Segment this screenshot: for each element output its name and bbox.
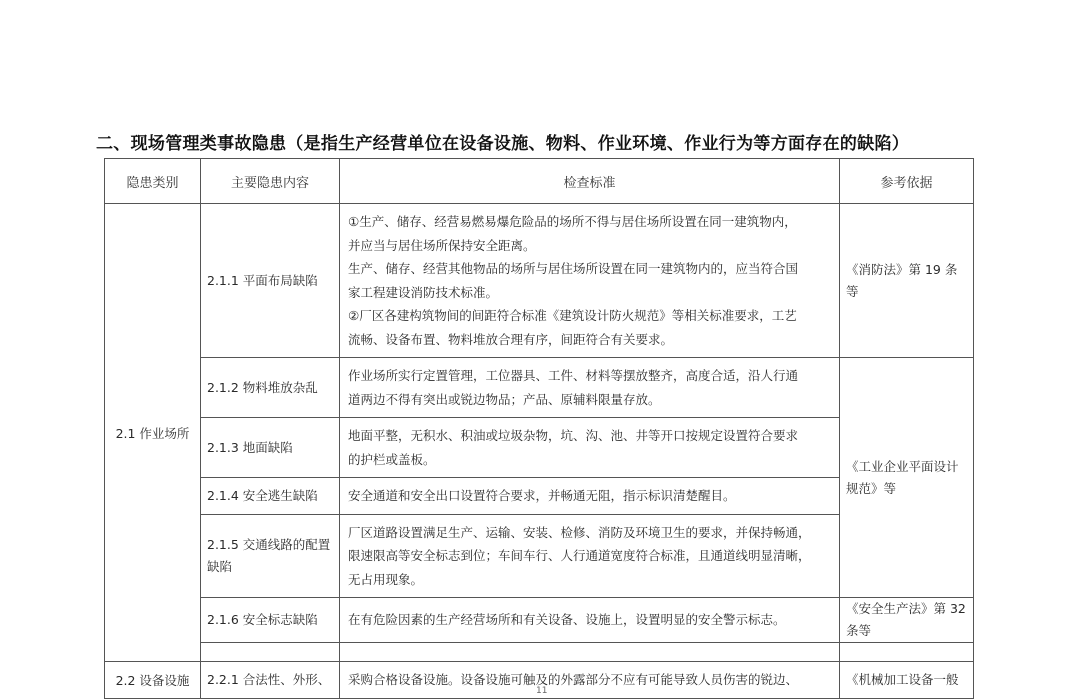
header-content: 主要隐患内容 (201, 159, 340, 204)
table-row (105, 598, 974, 643)
standard-cell (340, 598, 840, 643)
category-cell: 2.1 作业场所 (105, 204, 201, 662)
standard-line: ②厂区各建构筑物间的间距符合标准《建筑设计防火规范》等相关标准要求，工艺 (348, 308, 797, 323)
section-heading: 二、现场管理类事故隐患（是指生产经营单位在设备设施、物料、作业环境、作业行为等方面存在的缺陷） (96, 134, 910, 154)
category-cell: 2.2 设备设施 (105, 662, 201, 699)
standard-line: ①生产、储存、经营易燃易爆危险品的场所不得与居住场所设置在同一建筑物内， (348, 214, 797, 229)
standard-line: 流畅、设备布置、物料堆放合理有序，间距符合有关要求。 (348, 331, 674, 347)
standard-line: 采购合格设备设施。设备设施可触及的外露部分不应有可能导致人员伤害的锐边、 (348, 672, 799, 687)
standard-line: 家工程建设消防技术标准。 (348, 284, 499, 300)
hazard-table (104, 158, 974, 699)
item-cell: 2.1.2 物料堆放杂乱 (201, 358, 340, 418)
standard-line: 在有危险因素的生产经营场所和有关设备、设施上，设置明显的安全警示标志。 (348, 612, 786, 628)
standard-cell (340, 204, 840, 358)
page-number: 11 (536, 686, 548, 696)
reference-cell: 《安全生产法》第 32 条等 (840, 598, 974, 643)
standard-cell (340, 662, 840, 699)
standard-cell (340, 514, 840, 598)
item-cell: 2.1.4 安全逃生缺陷 (201, 478, 340, 515)
standard-line: 生产、储存、经营其他物品的场所与居住场所设置在同一建筑物内的，应当符合国 (348, 261, 799, 276)
standard-line: 地面平整，无积水、积油或垃圾杂物，坑、沟、池、井等开口按规定设置符合要求 (348, 428, 799, 443)
item-cell: 2.1.3 地面缺陷 (201, 418, 340, 478)
item-cell: 2.2.1 合法性、外形、 (201, 662, 340, 699)
standard-line: 并应当与居住场所保持安全距离。 (348, 237, 536, 253)
item-cell: 2.1.5 交通线路的配置缺陷 (201, 514, 340, 598)
standard-cell (340, 358, 840, 418)
table-row (105, 358, 974, 418)
table-row (105, 204, 974, 358)
standard-line: 安全通道和安全出口设置符合要求，并畅通无阻，指示标识清楚醒目。 (348, 488, 736, 503)
empty-cell (840, 643, 974, 662)
standard-line: 道两边不得有突出或锐边物品；产品、原辅料限量存放。 (348, 391, 661, 407)
standard-line: 厂区道路设置满足生产、运输、安装、检修、消防及环境卫生的要求，并保持畅通， (348, 524, 811, 540)
standard-line: 限速限高等安全标志到位；车间车行、人行通道宽度符合标准，且通道线明显清晰， (348, 548, 811, 563)
standard-line: 无占用现象。 (348, 571, 424, 587)
table-header-row (105, 159, 974, 204)
standard-cell (340, 478, 840, 515)
reference-cell: 《消防法》第 19 条等 (840, 204, 974, 358)
standard-line: 作业场所实行定置管理，工位器具、工件、材料等摆放整齐，高度合适，沿人行通 (348, 368, 799, 383)
table-row-empty (105, 643, 974, 662)
reference-cell: 《机械加工设备一般 (840, 662, 974, 699)
empty-cell (201, 643, 340, 662)
header-category: 隐患类别 (105, 159, 201, 204)
item-cell: 2.1.1 平面布局缺陷 (201, 204, 340, 358)
standard-cell (340, 418, 840, 478)
item-cell: 2.1.6 安全标志缺陷 (201, 598, 340, 643)
header-reference: 参考依据 (840, 159, 974, 204)
reference-cell: 《工业企业平面设计规范》等 (840, 358, 974, 598)
empty-cell (340, 643, 840, 662)
header-standard: 检查标准 (340, 159, 840, 204)
standard-line: 的护栏或盖板。 (348, 451, 436, 467)
